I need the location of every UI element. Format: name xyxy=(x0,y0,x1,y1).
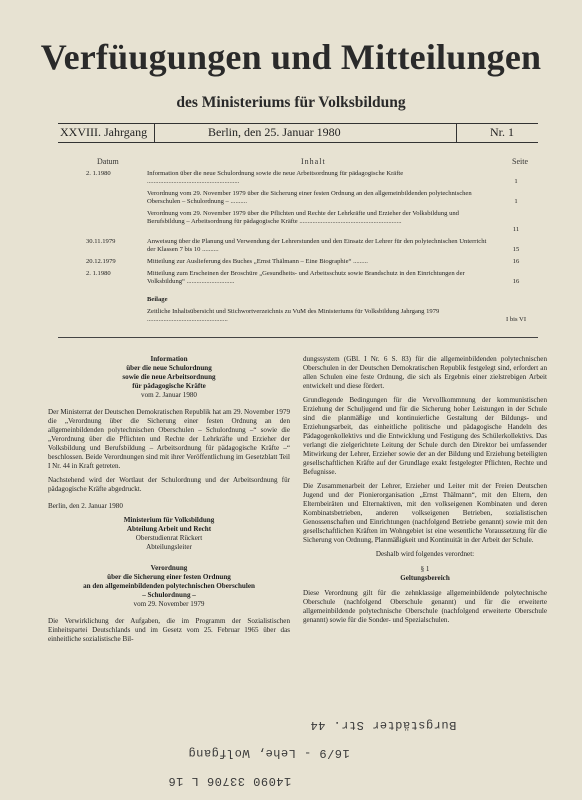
toc-text: Information über die neue Schulordnung sowie die neue Arbeitsordnung für pädagogische Kräfte ........................................................ xyxy=(147,170,404,185)
toc-text: Mitteilung zum Erscheinen der Broschüre „Gesundheits- und Arbeitsschutz sowie Brandschutz in den Einrichtungen der Volksbildung“ ............................. xyxy=(147,270,465,285)
ordinance-date: vom 29. November 1979 xyxy=(133,600,205,608)
right-column xyxy=(303,355,547,630)
toc-text: Zeitliche Inhaltsübersicht und Stichwortverzeichnis zu VuM des Ministeriums für Volksbildung Jahrgang 1979 ................................................. xyxy=(147,308,440,323)
info-heading: über die neue Schulordnung xyxy=(126,364,212,372)
toc-page: 11 xyxy=(512,226,520,233)
toc-date: 2. 1.1980 xyxy=(86,270,111,277)
toc-page: 1 xyxy=(514,198,518,205)
sign-name: Oberstudienrat Rückert xyxy=(135,534,203,542)
paragraph: dungssystem (GBl. I Nr. 6 S. 83) für die allgemeinbildenden polytechnischen Oberschulen in der Deutschen Demokratischen Republik festgelegt sind, erfordert an allen Schulen eine feste Ordnung, die sich als Ergebnis einer zielstrebigen Arbeit entwickelt und diese fördert. xyxy=(303,355,547,390)
sign-place-date: Berlin, den 2. Januar 1980 xyxy=(48,502,123,510)
toc-page: 16 xyxy=(512,258,520,265)
section-divider xyxy=(58,337,538,338)
toc-date: 30.11.1979 xyxy=(86,238,116,245)
info-heading: für pädagogische Kräfte xyxy=(132,382,206,390)
paragraph: Grundlegende Bedingungen für die Vervollkommnung der kommunistischen Erziehung der Schuljugend und für die Sicherung hoher Leistungen in der Schule sind die planmäßige und kontinuierliche Gestaltung der Bildungs- und Erziehungsarbeit, das einheitliche politische und pädagogische Handeln des Pädagogenkollektivs und die Entwicklung und Festigung des Schülerkollektivs. Das verlangt die zielgerichtete Leitung der Schule durch den Direktor bei umfassender Mitwirkung der Lehrer, Erzieher sowie der an der Bildung und Erziehung beteiligten gesellschaftlichen Kräfte auf der Grundlage exakt festgelegter Pflichten, Rechte und Befugnisse. xyxy=(303,396,547,476)
issue-place-date: Berlin, den 25. Januar 1980 xyxy=(208,125,341,139)
paragraph: Nachstehend wird der Wortlaut der Schulordnung und der Arbeitsordnung für pädagogische Kräfte abgedruckt. xyxy=(48,476,290,493)
toc-page: 16 xyxy=(512,278,520,285)
toc-date: 20.12.1979 xyxy=(86,258,116,265)
paragraph: Der Ministerrat der Deutschen Demokratischen Republik hat am 29. November 1979 die „Verordnung über die Sicherung einer festen Ordnung an den allgemeinbildenden polytechnischen Oberschulen – Schulordnung –“ sowie die „Verordnung über die Pflichten und Rechte der Lehrkräfte und Erzieher der Volksbildung und Berufsbildung – Arbeitsordnung für pädagogische Kräfte –“ beschlossen. Beide Verordnungen sind mit ihrer Veröffentlichung im Gesetzblatt Teil I Nr. 44 in Kraft getreten. xyxy=(48,408,290,470)
sign-org: Abteilung Arbeit und Recht xyxy=(126,525,212,533)
ordinance-heading: Verordnung xyxy=(150,564,188,572)
stamp-line: 14090 33706 L 16 xyxy=(168,774,292,788)
toc-header-page: Seite xyxy=(512,157,528,166)
toc-text: Verordnung vom 29. November 1979 über die Sicherung einer festen Ordnung an den allgemeinbildenden polytechnischen Oberschulen – Schulordnung – .......... xyxy=(147,190,472,205)
stamp-line: Burgstädter Str. 44 xyxy=(310,718,457,732)
ordinance-heading: über die Sicherung einer festen Ordnung xyxy=(107,573,231,581)
sign-org: Ministerium für Volksbildung xyxy=(123,516,215,524)
info-heading: sowie die neue Arbeitsordnung xyxy=(122,373,216,381)
paragraph: Die Zusammenarbeit der Lehrer, Erzieher und Leiter mit der Freien Deutschen Jugend und der Pionierorganisation „Ernst Thälmann“, mit den Eltern, den Elternbeiräten und Elternaktiven, mit den volkseigenen Kombinaten und deren Kombinatsbetrieben, anderen volkseigenen Betrieben, sozialistischen Genossenschaften und Einrichtungen (nachfolgend Betriebe genannt) sowie mit den gesellschaftlichen Kräften im Wohngebiet ist eine wesentliche Voraussetzung für die Sicherung von Ordnung, Planmäßigkeit und Kontinuität in der Arbeit der Schule. xyxy=(303,482,547,544)
sign-role: Abteilungsleiter xyxy=(146,543,192,551)
issue-divider xyxy=(154,124,155,142)
stamp-line: 16/9 - Lehe, Wolfgang xyxy=(188,746,350,760)
toc-text: Mitteilung zur Auslieferung des Buches „Ernst Thälmann – Eine Biographie“ ......... xyxy=(147,258,368,265)
toc-page: 15 xyxy=(512,246,520,253)
issue-bar xyxy=(58,123,538,143)
masthead-title: Verfüugungen und Mitteilungen xyxy=(40,37,542,77)
ordinance-heading: – Schulordnung – xyxy=(142,591,196,599)
section-number: § 1 xyxy=(420,565,430,573)
issue-divider xyxy=(456,124,457,142)
toc-date: 2. 1.1980 xyxy=(86,170,111,177)
section-title: Geltungsbereich xyxy=(400,574,450,582)
info-date: vom 2. Januar 1980 xyxy=(141,391,197,399)
toc-header-date: Datum xyxy=(97,157,119,166)
paragraph: Die Verwirklichung der Aufgaben, die im Programm der Sozialistischen Einheitspartei Deutschlands und im Gesetz vom 25. Februar 1965 über das einheitliche sozialistische Bil- xyxy=(48,617,290,643)
ordinance-heading: an den allgemeinbildenden polytechnischen Oberschulen xyxy=(83,582,255,590)
toc-page: I bis VI xyxy=(505,316,527,323)
paragraph: Diese Verordnung gilt für die zehnklassige allgemeinbildende polytechnische Oberschule (nachfolgend Oberschule genannt) und für die erweiterte allgemeinbildende polytechnische Oberschule (nachfolgend erweiterte Oberschule genannt) sowie für die Sonder- und Spezialschulen. xyxy=(303,589,547,624)
paragraph: Deshalb wird folgendes verordnet: xyxy=(375,550,475,558)
library-stamp xyxy=(0,700,582,800)
masthead-subtitle: des Ministeriums für Volksbildung xyxy=(176,94,406,111)
toc-supplement-heading: Beilage xyxy=(147,296,168,303)
left-column xyxy=(48,355,290,649)
issue-volume: XXVIII. Jahrgang xyxy=(60,125,148,139)
toc-header-content: Inhalt xyxy=(301,157,326,166)
toc-text: Verordnung vom 29. November 1979 über die Pflichten und Rechte der Lehrkräfte und Erzieher der Volksbildung und Berufsbildung – Arbeitsordnung für pädagogische Kräfte .............................................................. xyxy=(147,210,459,225)
toc-text: Anweisung über die Planung und Verwendung der Lehrerstunden und den Einsatz der Lehrer für den polytechnischen Unterricht der Klassen 7 bis 10 .......... xyxy=(147,238,487,253)
toc-page: 1 xyxy=(514,178,518,185)
info-heading: Information xyxy=(150,355,188,363)
issue-number: Nr. 1 xyxy=(490,125,514,139)
